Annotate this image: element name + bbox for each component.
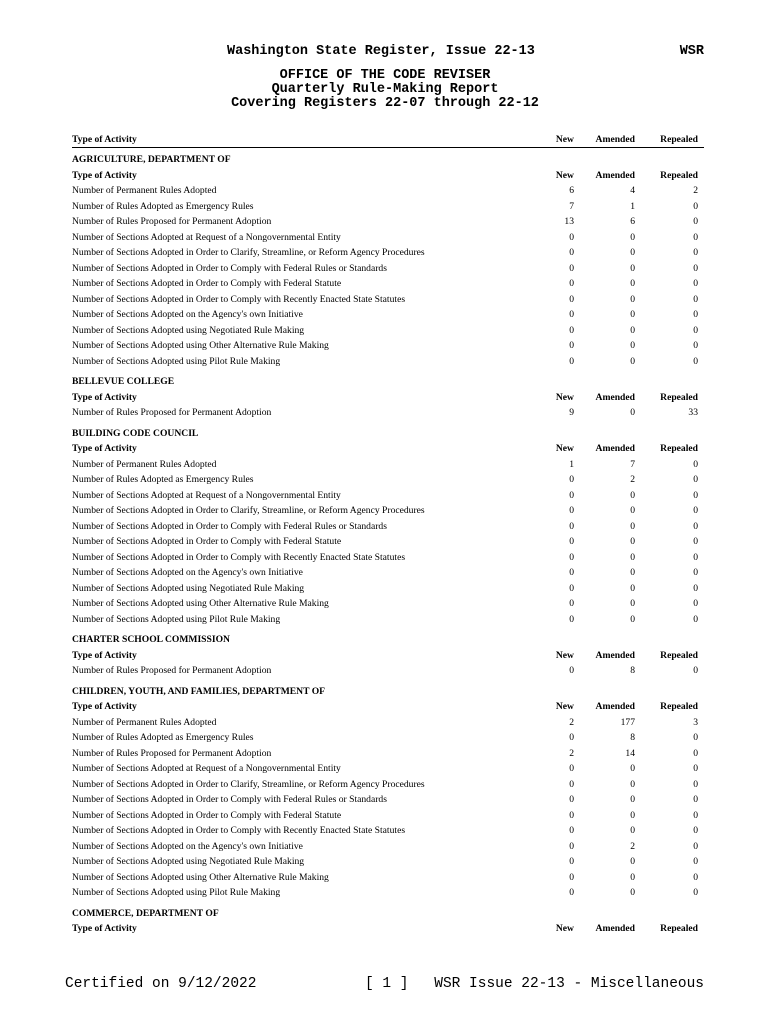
repealed-value: 0 [693, 887, 698, 898]
repealed-value: 0 [693, 613, 698, 625]
repealed-value: 0 [693, 871, 698, 883]
column-amended: Amended [595, 701, 635, 712]
new-value: 0 [569, 231, 574, 243]
repealed-value: 0 [693, 732, 698, 743]
new-value: 0 [569, 732, 574, 743]
table-row [72, 214, 704, 230]
table-row [72, 245, 704, 261]
table-row [72, 885, 704, 901]
activity-label: Number of Sections Adopted in Order to Clarify, Streamline, or Reform Agency Procedures [72, 247, 425, 258]
amended-value: 1 [630, 200, 635, 212]
table-row [72, 581, 704, 597]
table-row [72, 503, 704, 519]
amended-value: 2 [630, 840, 635, 852]
activity-label: Number of Rules Proposed for Permanent Adoption [72, 665, 272, 676]
repealed-value: 0 [693, 809, 698, 821]
column-repealed: Repealed [660, 134, 698, 145]
table-row [72, 550, 704, 566]
department-name: CHARTER SCHOOL COMMISSION [72, 634, 230, 645]
repealed-value: 0 [693, 293, 698, 305]
report-coverage: Covering Registers 22-07 through 22-12 [231, 96, 539, 111]
table-row [72, 761, 704, 777]
amended-value: 8 [630, 665, 635, 676]
repealed-value: 0 [693, 551, 698, 563]
new-value: 2 [569, 716, 574, 728]
table-row [72, 292, 704, 308]
certified-date: Certified on 9/12/2022 [65, 976, 257, 992]
activity-label: Number of Sections Adopted in Order to Comply with Federal Rules or Standards [72, 794, 387, 805]
table-row [72, 565, 704, 581]
table-row [72, 457, 704, 473]
new-value: 0 [569, 520, 574, 532]
column-activity: Type of Activity [72, 701, 137, 712]
repealed-value: 0 [693, 340, 698, 351]
amended-value: 0 [630, 871, 635, 883]
repealed-value: 0 [693, 794, 698, 805]
amended-value: 0 [630, 278, 635, 289]
activity-label: Number of Sections Adopted in Order to Comply with Federal Rules or Standards [72, 262, 387, 274]
table-row [72, 199, 704, 215]
new-value: 0 [569, 324, 574, 336]
column-repealed: Repealed [660, 923, 698, 934]
table-header [72, 132, 704, 148]
activity-label: Number of Sections Adopted using Pilot Rule Making [72, 613, 281, 625]
department-name: BELLEVUE COLLEGE [72, 376, 175, 387]
repealed-value: 0 [693, 856, 698, 867]
repealed-value: 33 [688, 407, 698, 418]
repealed-value: 0 [693, 458, 698, 470]
repealed-value: 0 [693, 309, 698, 320]
column-repealed: Repealed [660, 443, 698, 454]
issue-label: WSR Issue 22-13 - Miscellaneous [434, 976, 704, 992]
table-row [72, 338, 704, 354]
activity-label: Number of Rules Adopted as Emergency Rules [72, 474, 254, 485]
repealed-value: 0 [693, 278, 698, 289]
amended-value: 0 [630, 536, 635, 547]
amended-value: 0 [630, 324, 635, 336]
repealed-value: 0 [693, 355, 698, 367]
activity-label: Number of Permanent Rules Adopted [72, 185, 217, 196]
repealed-value: 0 [693, 567, 698, 578]
activity-label: Number of Rules Proposed for Permanent Adoption [72, 216, 272, 227]
table-row [72, 596, 704, 612]
column-amended: Amended [595, 443, 635, 454]
repealed-value: 0 [693, 505, 698, 516]
repealed-value: 0 [693, 262, 698, 274]
activity-label: Number of Sections Adopted on the Agency's own Initiative [72, 840, 303, 852]
repealed-value: 3 [693, 716, 698, 728]
new-value: 0 [569, 809, 574, 821]
activity-label: Number of Sections Adopted using Other Alternative Rule Making [72, 340, 329, 351]
department-name: CHILDREN, YOUTH, AND FAMILIES, DEPARTMENT OF [72, 685, 326, 697]
activity-label: Number of Sections Adopted at Request of a Nongovernmental Entity [72, 231, 341, 243]
amended-value: 0 [630, 309, 635, 320]
new-value: 0 [569, 665, 574, 676]
amended-value: 0 [630, 598, 635, 609]
repealed-value: 0 [693, 665, 698, 676]
activity-label: Number of Sections Adopted in Order to Comply with Recently Enacted State Statutes [72, 551, 406, 563]
new-value: 0 [569, 871, 574, 883]
department-name: BUILDING CODE COUNCIL [72, 427, 199, 439]
department-column-header [72, 390, 704, 406]
table-row [72, 534, 704, 550]
table-row [72, 488, 704, 504]
repealed-value: 0 [693, 520, 698, 532]
column-new: New [555, 701, 574, 712]
amended-value: 0 [630, 293, 635, 305]
table-row [72, 870, 704, 886]
department-name: COMMERCE, DEPARTMENT OF [72, 907, 219, 919]
new-value: 0 [569, 536, 574, 547]
new-value: 0 [569, 247, 574, 258]
new-value: 0 [569, 794, 574, 805]
repealed-value: 0 [693, 747, 698, 759]
activity-label: Number of Sections Adopted at Request of a Nongovernmental Entity [72, 763, 341, 774]
column-repealed: Repealed [660, 391, 698, 403]
activity-label: Number of Sections Adopted in Order to Comply with Federal Statute [72, 278, 342, 289]
repealed-value: 0 [693, 200, 698, 212]
new-value: 9 [569, 407, 574, 418]
repealed-value: 0 [693, 582, 698, 594]
column-repealed: Repealed [660, 649, 698, 661]
amended-value: 8 [630, 732, 635, 743]
table-row [72, 839, 704, 855]
amended-value: 0 [630, 825, 635, 836]
table-row [72, 823, 704, 839]
table-row [72, 230, 704, 246]
repealed-value: 0 [693, 763, 698, 774]
activity-label: Number of Sections Adopted using Other Alternative Rule Making [72, 871, 329, 883]
table-row [72, 323, 704, 339]
activity-label: Number of Sections Adopted using Other Alternative Rule Making [72, 598, 329, 609]
activity-label: Number of Sections Adopted on the Agency's own Initiative [72, 309, 303, 320]
repealed-value: 0 [693, 598, 698, 609]
table-row [72, 354, 704, 370]
amended-value: 0 [630, 567, 635, 578]
column-activity: Type of Activity [72, 923, 137, 934]
new-value: 0 [569, 567, 574, 578]
amended-value: 4 [630, 185, 635, 196]
new-value: 0 [569, 778, 574, 790]
amended-value: 0 [630, 582, 635, 594]
amended-value: 0 [630, 247, 635, 258]
column-amended: Amended [595, 391, 635, 403]
table-row [72, 777, 704, 793]
amended-value: 2 [630, 474, 635, 485]
repealed-value: 0 [693, 825, 698, 836]
repealed-value: 0 [693, 216, 698, 227]
activity-label: Number of Sections Adopted in Order to Comply with Federal Statute [72, 536, 342, 547]
department-name: AGRICULTURE, DEPARTMENT OF [72, 154, 231, 165]
amended-value: 0 [630, 887, 635, 898]
amended-value: 0 [630, 505, 635, 516]
activity-label: Number of Sections Adopted using Negotiated Rule Making [72, 582, 305, 594]
amended-value: 0 [630, 407, 635, 418]
amended-value: 0 [630, 355, 635, 367]
column-new: New [555, 649, 574, 661]
new-value: 0 [569, 262, 574, 274]
new-value: 0 [569, 293, 574, 305]
amended-value: 7 [630, 458, 635, 470]
column-new: New [555, 391, 574, 403]
column-amended: Amended [595, 134, 635, 145]
new-value: 6 [569, 185, 574, 196]
amended-value: 0 [630, 613, 635, 625]
column-repealed: Repealed [660, 169, 698, 181]
activity-label: Number of Sections Adopted on the Agency's own Initiative [72, 567, 303, 578]
new-value: 0 [569, 825, 574, 836]
column-amended: Amended [595, 649, 635, 661]
activity-label: Number of Permanent Rules Adopted [72, 716, 217, 728]
column-amended: Amended [595, 169, 635, 181]
register-title: Washington State Register, Issue 22-13 [227, 44, 535, 59]
activity-label: Number of Rules Proposed for Permanent Adoption [72, 747, 272, 759]
new-value: 1 [569, 458, 574, 470]
new-value: 0 [569, 278, 574, 289]
repealed-value: 0 [693, 840, 698, 852]
new-value: 0 [569, 355, 574, 367]
new-value: 7 [569, 200, 574, 212]
column-activity: Type of Activity [72, 391, 137, 403]
new-value: 13 [564, 216, 574, 227]
new-value: 2 [569, 747, 574, 759]
new-value: 0 [569, 887, 574, 898]
column-activity: Type of Activity [72, 443, 137, 454]
report-title: Quarterly Rule-Making Report [271, 82, 499, 97]
department-column-header [72, 699, 704, 715]
column-activity: Type of Activity [72, 649, 137, 661]
activity-label: Number of Sections Adopted in Order to Comply with Federal Statute [72, 809, 342, 821]
amended-value: 6 [630, 216, 635, 227]
column-repealed: Repealed [660, 701, 698, 712]
header-divider [72, 147, 704, 148]
activity-label: Number of Rules Adopted as Emergency Rules [72, 200, 254, 212]
amended-value: 0 [630, 551, 635, 563]
repealed-value: 0 [693, 324, 698, 336]
department-column-header [72, 648, 704, 664]
amended-value: 0 [630, 794, 635, 805]
new-value: 0 [569, 309, 574, 320]
table-row [72, 746, 704, 762]
amended-value: 0 [630, 262, 635, 274]
new-value: 0 [569, 856, 574, 867]
column-amended: Amended [595, 923, 635, 934]
amended-value: 0 [630, 231, 635, 243]
table-row [72, 730, 704, 746]
activity-label: Number of Sections Adopted using Negotiated Rule Making [72, 324, 305, 336]
column-new: New [555, 923, 574, 934]
new-value: 0 [569, 505, 574, 516]
table-row [72, 519, 704, 535]
column-new: New [555, 169, 574, 181]
table-row [72, 715, 704, 731]
activity-label: Number of Sections Adopted using Pilot Rule Making [72, 887, 281, 898]
office-title: OFFICE OF THE CODE REVISER [279, 68, 491, 83]
table-row [72, 261, 704, 277]
amended-value: 14 [625, 747, 635, 759]
table-row [72, 663, 704, 679]
table-row [72, 612, 704, 628]
department-column-header [72, 168, 704, 184]
activity-label: Number of Sections Adopted in Order to Clarify, Streamline, or Reform Agency Procedures [72, 505, 425, 516]
repealed-value: 0 [693, 231, 698, 243]
table-row [72, 307, 704, 323]
column-activity: Type of Activity [72, 169, 137, 181]
table-row [72, 183, 704, 199]
department-column-header [72, 921, 704, 937]
new-value: 0 [569, 582, 574, 594]
column-new: New [555, 134, 574, 145]
activity-label: Number of Sections Adopted in Order to Comply with Recently Enacted State Statutes [72, 825, 406, 836]
column-new: New [555, 443, 574, 454]
activity-label: Number of Permanent Rules Adopted [72, 458, 217, 470]
column-activity: Type of Activity [72, 134, 137, 145]
repealed-value: 0 [693, 247, 698, 258]
new-value: 0 [569, 489, 574, 501]
amended-value: 0 [630, 520, 635, 532]
amended-value: 0 [630, 856, 635, 867]
activity-label: Number of Sections Adopted using Negotiated Rule Making [72, 856, 305, 867]
activity-label: Number of Rules Proposed for Permanent Adoption [72, 407, 272, 418]
repealed-value: 0 [693, 778, 698, 790]
repealed-value: 2 [693, 185, 698, 196]
table-row [72, 276, 704, 292]
new-value: 0 [569, 840, 574, 852]
amended-value: 0 [630, 778, 635, 790]
amended-value: 0 [630, 809, 635, 821]
activity-label: Number of Sections Adopted in Order to Comply with Federal Rules or Standards [72, 520, 387, 532]
new-value: 0 [569, 598, 574, 609]
activity-label: Number of Sections Adopted in Order to Clarify, Streamline, or Reform Agency Procedures [72, 778, 425, 790]
repealed-value: 0 [693, 489, 698, 501]
page-number: [ 1 ] [365, 976, 409, 992]
activity-label: Number of Sections Adopted using Pilot Rule Making [72, 355, 281, 367]
amended-value: 0 [630, 763, 635, 774]
amended-value: 0 [630, 340, 635, 351]
table-row [72, 808, 704, 824]
table-row [72, 792, 704, 808]
new-value: 0 [569, 551, 574, 563]
repealed-value: 0 [693, 474, 698, 485]
repealed-value: 0 [693, 536, 698, 547]
table-row [72, 472, 704, 488]
activity-label: Number of Sections Adopted at Request of a Nongovernmental Entity [72, 489, 341, 501]
table-row [72, 405, 704, 421]
activity-label: Number of Sections Adopted in Order to Comply with Recently Enacted State Statutes [72, 293, 406, 305]
new-value: 0 [569, 613, 574, 625]
register-code: WSR [679, 44, 704, 59]
new-value: 0 [569, 340, 574, 351]
amended-value: 0 [630, 489, 635, 501]
table-row [72, 854, 704, 870]
amended-value: 177 [620, 716, 635, 728]
department-column-header [72, 441, 704, 457]
activity-label: Number of Rules Adopted as Emergency Rules [72, 732, 254, 743]
new-value: 0 [569, 763, 574, 774]
new-value: 0 [569, 474, 574, 485]
